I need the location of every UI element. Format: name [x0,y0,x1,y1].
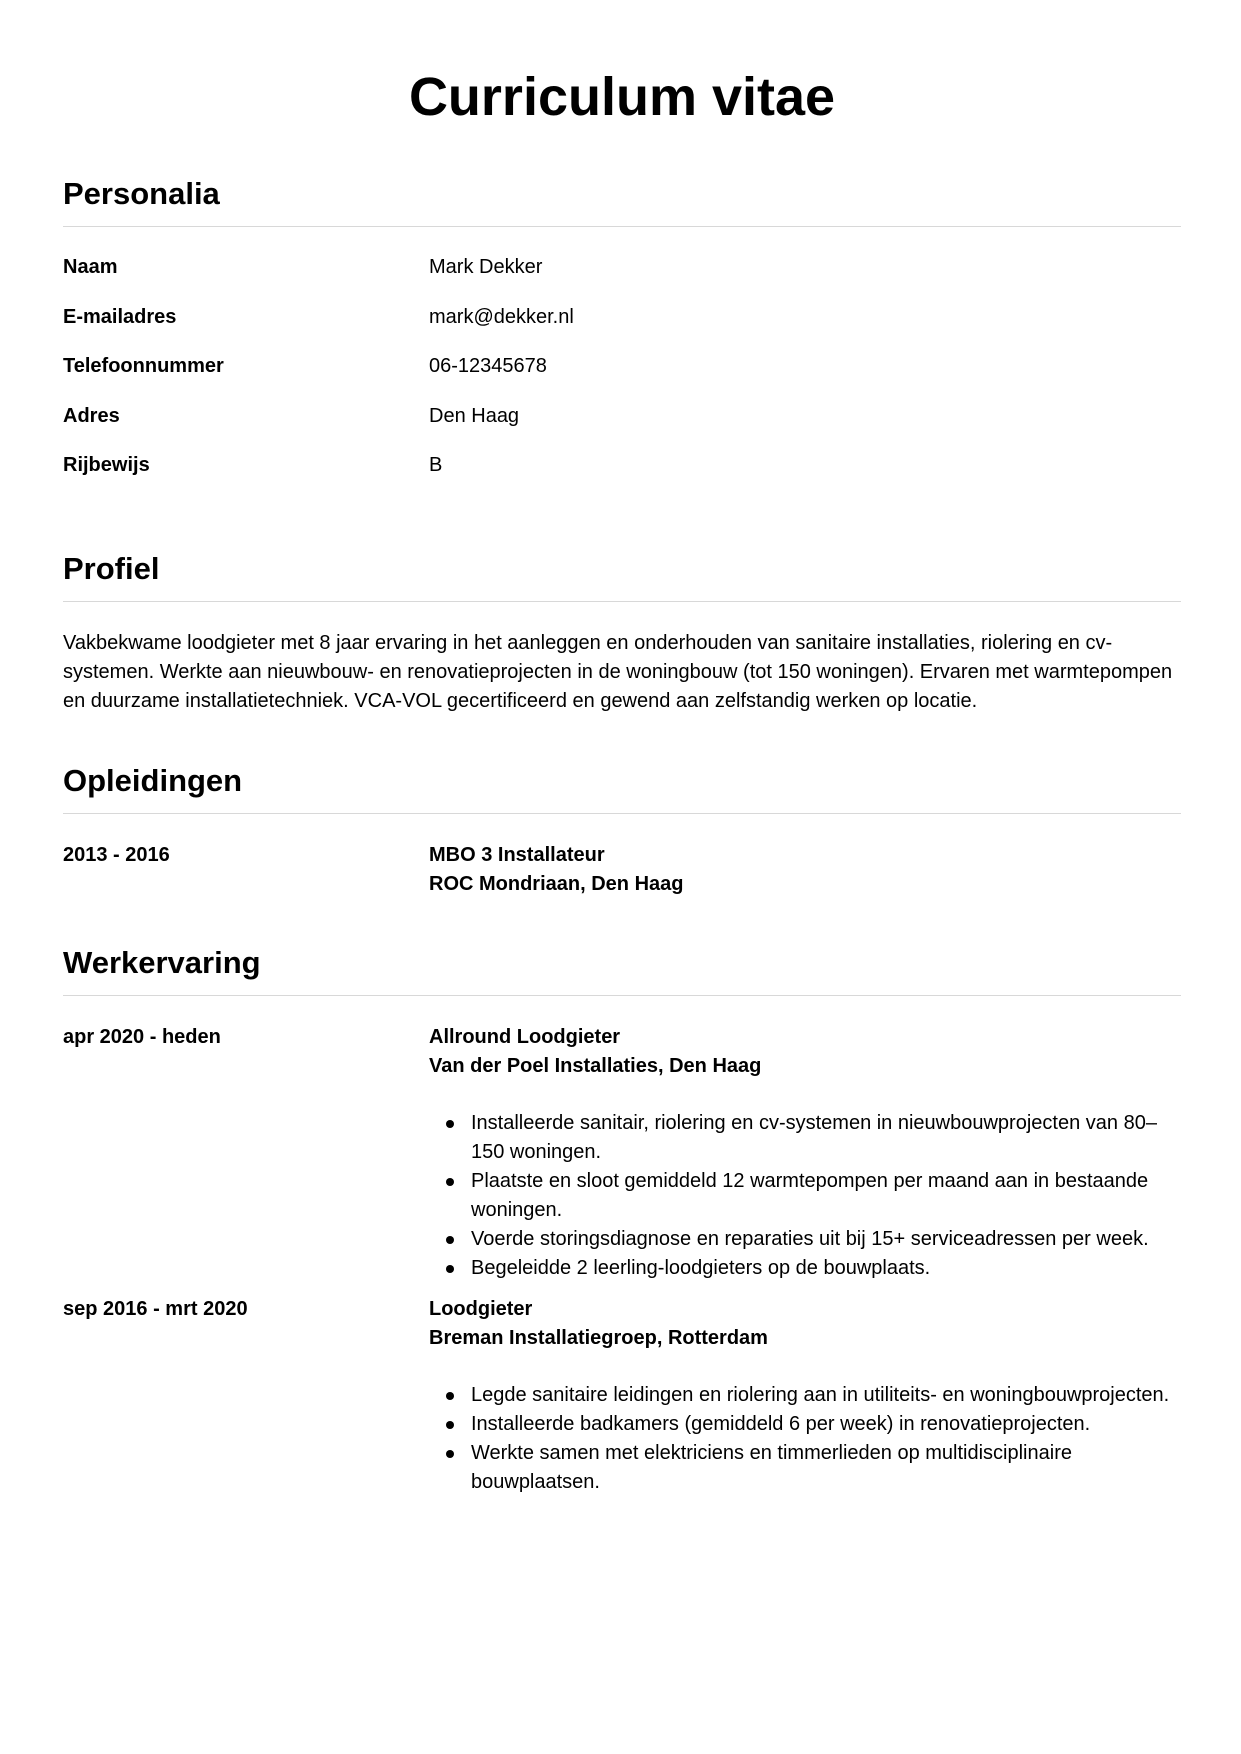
entry-title: MBO 3 Installateur [429,844,605,866]
entry-period: 2013 - 2016 [63,844,170,866]
field-label: Rijbewijs [63,454,150,476]
list-item-text: Werkte samen met elektriciens en timmerlieden op multidisciplinaire bouwplaatsen. [471,1442,1072,1493]
personalia-row-email [63,305,1181,355]
education-entry [63,841,1181,899]
list-item [429,1167,1181,1225]
entry-period: apr 2020 - heden [63,1026,221,1048]
section-heading-opleidingen: Opleidingen [63,761,1181,814]
personalia-row-adres [63,404,1181,454]
list-item-text: Voerde storingsdiagnose en reparaties uit bij 15+ serviceadressen per week. [471,1228,1149,1250]
list-item [429,1410,1181,1439]
entry-body [429,1023,1181,1283]
document-title: Curriculum vitae [408,67,836,127]
entry-title: Loodgieter [429,1298,533,1320]
list-item [429,1225,1181,1254]
entry-organisation: Van der Poel Installaties, Den Haag [429,1055,762,1077]
list-item-text: Legde sanitaire leidingen en riolering aan in utiliteits- en woningbouwprojecten. [471,1384,1170,1406]
list-item [429,1254,1181,1283]
section-werkervaring [63,943,1181,1497]
field-label: E-mailadres [63,305,177,328]
field-value: Mark Dekker [429,256,543,278]
personalia-row-telefoon [63,354,1181,404]
section-personalia [63,174,1181,503]
field-value: 06-12345678 [429,355,547,377]
entry-organisation: Breman Installatiegroep, Rotterdam [429,1327,768,1349]
list-item-text: Begeleidde 2 leerling-loodgieters op de bouwplaats. [471,1257,931,1279]
field-value: B [429,454,443,476]
personalia-row-rijbewijs [63,453,1181,503]
section-heading-personalia: Personalia [63,174,1181,227]
list-item-text: Plaatste en sloot gemiddeld 12 warmtepompen per maand aan in bestaande woningen. [471,1170,1149,1221]
entry-body [429,841,1181,899]
list-item [429,1439,1181,1497]
bullet-list [429,1381,1181,1497]
bullet-icon [446,1236,454,1244]
field-label: Naam [63,256,118,278]
work-entry [63,1295,1181,1497]
entry-organisation: ROC Mondriaan, Den Haag [429,873,684,895]
bullet-icon [446,1265,454,1273]
entry-title: Allround Loodgieter [429,1026,621,1048]
section-heading-profiel: Profiel [63,549,1181,602]
entry-period: sep 2016 - mrt 2020 [63,1298,248,1320]
field-value: Den Haag [429,404,520,427]
profile-text: Vakbekwame loodgieter met 8 jaar ervaring in het aanleggen en onderhouden van sanitaire installaties, riolering en cv-systemen. Werkte aan nieuwbouw- en renovatieprojecten in de woningbouw (tot 150 woningen). Ervaren met warmtepompen en duurzame installatietechniek. VCA-VOL gecertificeerd en gewend aan zelfstandig werken op locatie. [63,632,1173,712]
personalia-row-naam [63,255,1181,305]
bullet-icon [446,1421,454,1429]
bullet-icon [446,1120,454,1128]
field-label: Telefoonnummer [63,355,224,377]
section-opleidingen [63,761,1181,899]
field-value: mark@dekker.nl [429,305,574,328]
list-item [429,1109,1181,1167]
field-label: Adres [63,404,120,427]
bullet-list [429,1109,1181,1283]
list-item [429,1381,1181,1410]
list-item-text: Installeerde badkamers (gemiddeld 6 per week) in renovatieprojecten. [471,1413,1091,1435]
section-profiel [63,549,1181,716]
bullet-icon [446,1178,454,1186]
entry-body [429,1295,1181,1497]
work-entry [63,1023,1181,1283]
bullet-icon [446,1392,454,1400]
list-item-text: Installeerde sanitair, riolering en cv-systemen in nieuwbouwprojecten van 80–150 woningen. [471,1112,1157,1163]
bullet-icon [446,1450,454,1458]
section-heading-werkervaring: Werkervaring [63,943,1181,996]
